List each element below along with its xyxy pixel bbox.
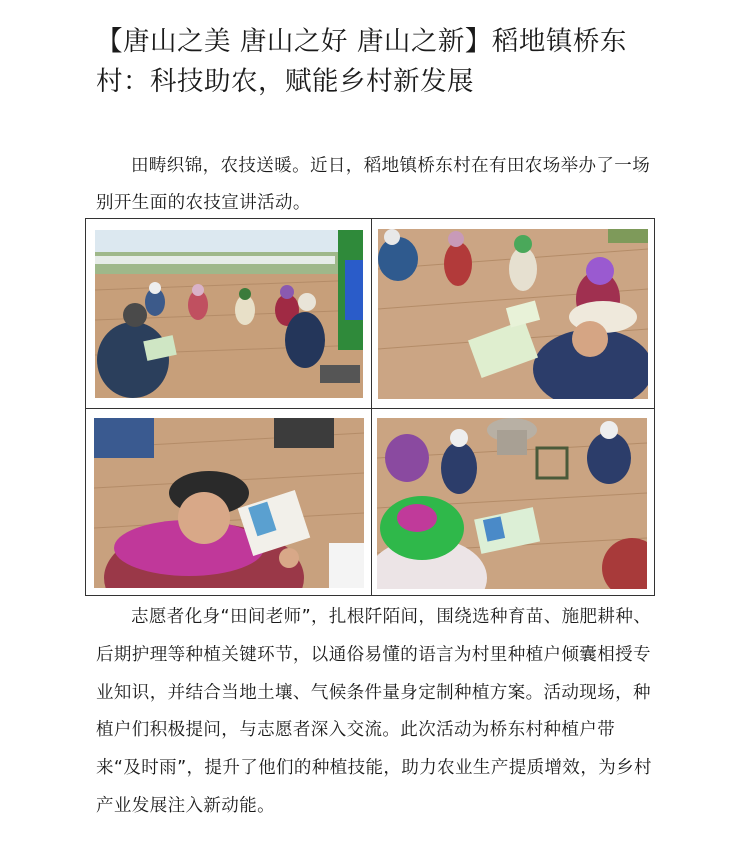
article-title: 【唐山之美 唐山之好 唐山之新】稻地镇桥东村：科技助农，赋能乡村新发展 <box>96 26 627 97</box>
grid-divider-vertical <box>371 219 372 595</box>
photo-women-reading <box>378 229 648 399</box>
grid-divider-horizontal <box>86 408 654 409</box>
photo-headscarves-leaflets <box>377 418 647 589</box>
photo-grid <box>85 218 655 596</box>
photo-villagers-circle <box>95 230 363 398</box>
intro-paragraph: 田畴织锦，农技送暖。近日，稻地镇桥东村在有田农场举办了一场别开生面的农技宣讲活动。 <box>96 156 651 213</box>
photo-reading-booklet <box>94 418 364 588</box>
body-paragraph: 志愿者化身“田间老师”，扎根阡陌间，围绕选种育苗、施肥耕种、后期护理等种植关键环节，以通俗易懂的语言为村里种植户倾囊相授专业知识，并结合当地土壤、气候条件量身定制种植方案。活动现场，种植户们积极提问，与志愿者深入交流。此次活动为桥东村种植户带来“及时雨”，提升了他们的种植技能，助力农业生产提质增效，为乡村产业发展注入新动能。 <box>96 607 652 816</box>
